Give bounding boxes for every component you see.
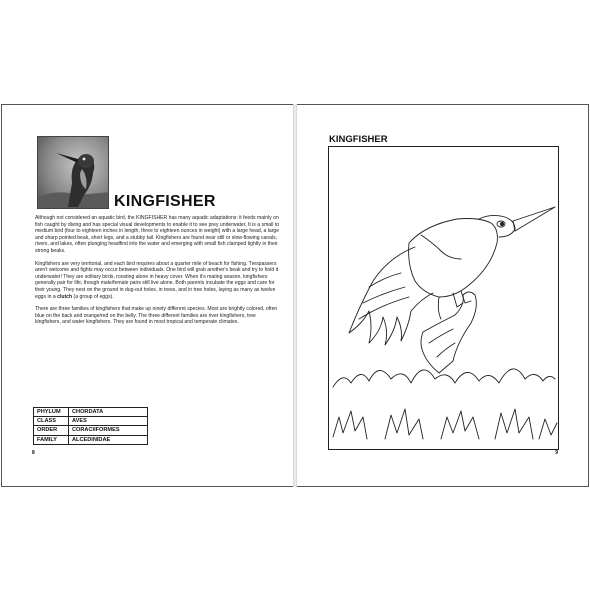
- coloring-illustration: [328, 146, 559, 450]
- paragraph: Although not considered an aquatic bird, the KINGFISHER has many aquatic adaptations: it feeds mainly on fish caught by diving and has special visual developments to enable it to see prey underwater. It is a small to medium bird (four to eighteen inches in length, three to eighteen ounces in weight) with a large head, a large and sharp pointed beak, short legs, and a stubby tail. Kingfishers are found near still or slow-flowing canals, rivers, and lakes, often plunging headfirst into the water and emerging with small fish clamped tightly in their strong beaks.: [35, 215, 280, 254]
- page-title: KINGFISHER: [329, 134, 388, 145]
- kingfisher-photo: [37, 136, 109, 209]
- table-row: CLASS AVES: [34, 417, 148, 426]
- right-page: [296, 104, 589, 487]
- paragraph: There are three families of kingfishers that make up ninety different species. Most are brightly colored, often blue on the back and orange/red on the belly. The three different families are river kingfishers, tree kingfishers, and water kingfishers. They are found in most tropical and temperate climates.: [35, 306, 278, 326]
- body-text: [35, 215, 283, 332]
- page-number: 8: [32, 450, 35, 456]
- page-number: 9: [555, 450, 558, 456]
- paragraph: Kingfishers are very territorial, and each bird requires about a quarter mile of beach for fishing. Trespassers aren't welcome and fights may occur between individuals. One bird will grab another's beak and try to hold it underwater! They are solitary birds, roosting alone in heavy cover. When it's mating season, kingfishers generally pair for life, though male/female pairs still live alone. Both parents incubate the eggs and care for their young. They nest on the ground in dug-out holes, in trees, and in tree holes, laying as many as twelve eggs in a clutch (a group of eggs).: [35, 260, 279, 300]
- page-title: KINGFISHER: [114, 193, 216, 210]
- table-row: PHYLUM CHORDATA: [34, 408, 148, 417]
- table-row: ORDER CORACIIFORMES: [34, 426, 148, 435]
- clutch-term: clutch: [57, 293, 73, 300]
- taxonomy-table: [33, 407, 148, 445]
- table-row: FAMILY ALCEDINIDAE: [34, 435, 148, 444]
- book-gutter: [293, 104, 297, 487]
- left-page: [1, 104, 294, 487]
